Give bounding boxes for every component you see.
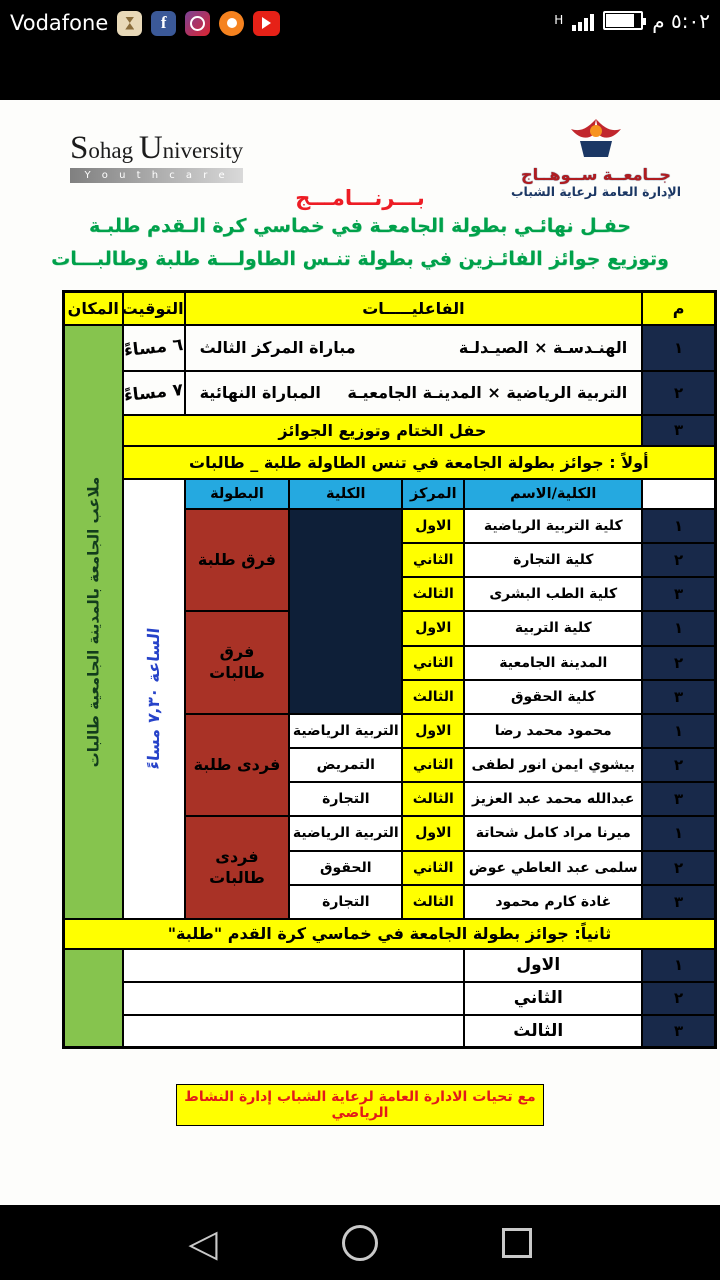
player-college: التمريض: [289, 748, 402, 782]
second-section-title: ثانياً: جوائز بطولة الجامعة في خماسي كرة القدم "طلبة": [64, 919, 716, 949]
status-right-group: [554, 9, 710, 37]
university-name-ar: جــامعــة ســوهــاج: [521, 165, 671, 184]
university-emblem-icon: [566, 116, 626, 160]
signal-bars-icon: [572, 14, 594, 31]
home-button[interactable]: [342, 1225, 378, 1261]
rank-cell: الاول: [402, 714, 464, 749]
col-header-events: الفاعليـــــات: [185, 292, 643, 325]
section-title-row: [64, 446, 716, 479]
back-button[interactable]: ◁: [188, 1220, 218, 1265]
table-row: [64, 982, 716, 1015]
program-document: [0, 100, 720, 1205]
football-rank: الاول: [464, 949, 642, 982]
college-name: كلية الحقوق: [464, 680, 642, 714]
android-nav-bar: [0, 1205, 720, 1280]
row-number: ١: [642, 509, 715, 544]
match1-stage: مباراة المركز الثالث: [199, 338, 356, 357]
place-cell-bottom: [64, 949, 123, 1048]
match1-time: ٦ مساءً: [123, 325, 185, 371]
row-number: ٢: [642, 851, 715, 885]
championship-team-girls: فرق طالبات: [185, 611, 290, 714]
program-title: بـــرنـــامـــج: [295, 186, 425, 210]
rank-cell: الاول: [402, 816, 464, 851]
row-number: ٣: [642, 415, 715, 446]
player-name: عبدالله محمد عبد العزيز: [464, 782, 642, 816]
place-cell: [64, 325, 123, 919]
event-title-line1: حفـل نهائـي بطولة الجامعـة في خماسي كرة الـقدم طلبـة: [89, 215, 631, 237]
rank-cell: الثالث: [402, 885, 464, 919]
rank-cell: الثالث: [402, 782, 464, 816]
carrier-label: Vodafone: [10, 11, 109, 35]
orange-app-icon: [219, 11, 244, 36]
university-name-en: Sohag University: [70, 130, 244, 166]
player-name: غادة كارم محمود: [464, 885, 642, 919]
greetings-banner: مع تحيات الادارة العامة لرعاية الشباب إدارة النشاط الرياضي: [176, 1084, 544, 1126]
col-header-place: المكان: [64, 292, 123, 325]
college-name: المدينة الجامعية: [464, 646, 642, 680]
col-header-num: م: [642, 292, 715, 325]
rank-cell: الاول: [402, 611, 464, 646]
time-note-cell: [123, 479, 185, 919]
subheader-num-empty: [642, 479, 715, 509]
match2-teams: التربية الرياضية × المدينـة الجامعيـة: [347, 383, 628, 402]
row-number: ٢: [642, 371, 715, 415]
table-row: [64, 949, 716, 982]
clock-label: ٥:٠٢ م: [652, 9, 710, 33]
rank-cell: الثاني: [402, 748, 464, 782]
row-number: ٣: [642, 885, 715, 919]
match2-cell: [185, 371, 643, 415]
battery-icon: [603, 11, 643, 30]
network-type-indicator: H: [554, 13, 564, 27]
player-college: التربية الرياضية: [289, 816, 402, 851]
department-name-ar: الإدارة العامة لرعاية الشباب: [510, 184, 681, 199]
place-text: ملاعب الجامعة بالمدينة الجامعية طالبات: [84, 476, 103, 767]
navy-block-cell: [289, 509, 402, 714]
college-name: كلية التربية الرياضية: [464, 509, 642, 544]
event-title-line2: وتوزيع جوائز الفائـزين في بطولة تنـس الطاولـــة طلبة وطالبـــات: [51, 248, 669, 270]
player-college: التربية الرياضية: [289, 714, 402, 749]
subheader-college: الكلية: [289, 479, 402, 509]
section-title-row: [64, 919, 716, 949]
college-name: كلية التربية: [464, 611, 642, 646]
table-row: [64, 415, 716, 446]
rank-cell: الثاني: [402, 851, 464, 885]
recent-apps-button[interactable]: [502, 1228, 532, 1258]
row-number: ٣: [642, 782, 715, 816]
football-rank: الثاني: [464, 982, 642, 1015]
college-name: كلية الطب البشرى: [464, 577, 642, 611]
row-number: ١: [642, 325, 715, 371]
player-college: التجارة: [289, 885, 402, 919]
player-name: بيشوي ايمن انور لطفى: [464, 748, 642, 782]
row-number: ٢: [642, 982, 715, 1015]
row-number: ٣: [642, 1015, 715, 1048]
status-bar: [0, 0, 720, 46]
status-left-group: [10, 11, 280, 36]
rank-cell: الثالث: [402, 680, 464, 714]
row-number: ١: [642, 949, 715, 982]
empty-cell: [123, 949, 465, 982]
rank-cell: الثاني: [402, 646, 464, 680]
championship-single-boys: فردى طلبة: [185, 714, 290, 817]
championship-single-girls: فردى طالبات: [185, 816, 290, 919]
rank-cell: الثالث: [402, 577, 464, 611]
row-number: ١: [642, 714, 715, 749]
col-header-time: التوقيت: [123, 292, 185, 325]
rank-cell: الثاني: [402, 543, 464, 577]
football-rank: الثالث: [464, 1015, 642, 1048]
row-number: ٣: [642, 680, 715, 714]
subheader-rank: المركز: [402, 479, 464, 509]
table-header-row: [64, 292, 716, 325]
hourglass-notification-icon: [117, 11, 142, 36]
subheader-championship: البطولة: [185, 479, 290, 509]
match2-stage: المباراة النهائية: [199, 383, 321, 402]
program-table: [62, 290, 717, 1049]
row-number: ١: [642, 816, 715, 851]
player-name: ميرنا مراد كامل شحاتة: [464, 816, 642, 851]
row-number: ٣: [642, 577, 715, 611]
table-row: [64, 325, 716, 371]
table-row: [64, 1015, 716, 1048]
rank-cell: الاول: [402, 509, 464, 544]
row-number: ١: [642, 611, 715, 646]
subheader-name: الكلية/الاسم: [464, 479, 642, 509]
play-icon: [262, 17, 271, 29]
youth-care-label: Y o u t h c a r e: [70, 168, 243, 183]
row-number: ٢: [642, 646, 715, 680]
closing-ceremony-cell: حفل الختام وتوزيع الجوائز: [123, 415, 643, 446]
empty-cell: [123, 1015, 465, 1048]
empty-cell: [123, 982, 465, 1015]
facebook-icon: f: [151, 11, 176, 36]
match1-cell: [185, 325, 643, 371]
table-row: [64, 371, 716, 415]
championship-team-boys: فرق طلبة: [185, 509, 290, 612]
match2-time: ٧ مساءً: [123, 371, 185, 415]
first-section-title: أولاً : جوائز بطولة الجامعة في تنس الطاولة طلبة _ طالبات: [123, 446, 716, 479]
camera-app-icon: [185, 11, 210, 36]
player-college: التجارة: [289, 782, 402, 816]
row-number: ٢: [642, 543, 715, 577]
player-name: محمود محمد رضا: [464, 714, 642, 749]
youtube-icon: [253, 11, 280, 36]
player-college: الحقوق: [289, 851, 402, 885]
player-name: سلمى عبد العاطي عوض: [464, 851, 642, 885]
sohag-university-logo-en: [70, 130, 243, 183]
subheader-row: [64, 479, 716, 509]
time-note-text: الساعة ٧,٣٠ مساءً: [144, 626, 164, 771]
college-name: كلية التجارة: [464, 543, 642, 577]
row-number: ٢: [642, 748, 715, 782]
match1-teams: الهنـدسـة × الصيـدلـة: [458, 338, 628, 357]
